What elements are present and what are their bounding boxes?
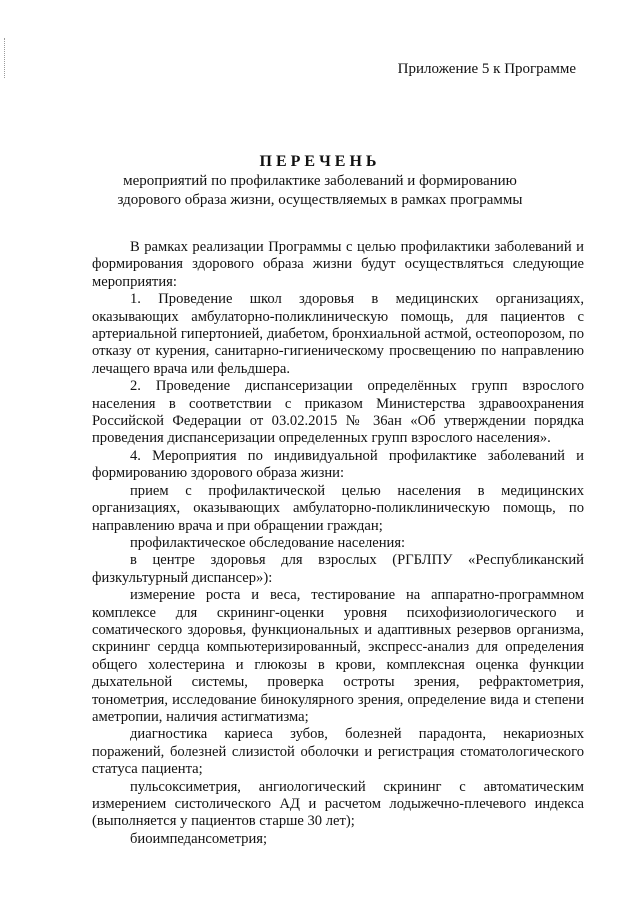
document-heading [0, 153, 640, 209]
item-2-paragraph: 2. Проведение диспансеризации определённых групп взрослого населения в соответствии с приказом Министерства здравоохранения Российской Федерации от 03.02.2015 № 36ан «Об утверждении порядка проведения диспансеризации определенных групп взрослого населения». [92, 378, 584, 447]
item-4-paragraph: 4. Мероприятия по индивидуальной профилактике заболеваний и формированию здорового образа жизни: [92, 447, 584, 482]
appendix-label: Приложение 5 к Программе [397, 61, 576, 77]
binding-margin-marks [4, 38, 9, 78]
prevention-visit-paragraph: прием с профилактической целью населения в медицинских организациях, оказывающих амбулаторно-поликлиническую помощь, по направлению врача и при обращении граждан; [92, 482, 584, 534]
health-center-paragraph: в центре здоровья для взрослых (РГБЛПУ «Республиканский физкультурный диспансер»): [92, 552, 584, 586]
intro-paragraph: В рамках реализации Программы с целью профилактики заболеваний и формирования здорового образа жизни будут осуществляться следующие мероприятия: [92, 239, 584, 290]
document-subtitle-line-1: мероприятий по профилактике заболеваний и формированию [123, 173, 517, 189]
document-subtitle-line-2: здорового образа жизни, осуществляемых в рамках программы [117, 192, 523, 208]
document-body [92, 239, 584, 848]
item-1-paragraph: 1. Проведение школ здоровья в медицинских организациях, оказывающих амбулаторно-поликлиническую помощь, для пациентов с артериальной гипертонией, диабетом, бронхиальной астмой, остеопорозом, по отказу от курения, санитарно-гигиеническому просвещению по направлению лечащего врача или фельдшера. [92, 291, 584, 377]
document-title: ПЕРЕЧЕНЬ [259, 153, 381, 170]
measurements-paragraph: измерение роста и веса, тестирование на аппаратно-программном комплексе для скрининг-оценки уровня психофизиологического и соматического здоровья, функциональных и адаптивных резервов организма, скрининг сердца компьютеризированный, экспресс-анализ для определения общего холестерина и глюкозы в крови, комплексная оценка функции дыхательной системы, проверка остроты зрения, рефрактометрия, тонометрия, исследование бинокулярного зрения, определение вида и степени аметропии, наличия астигматизма; [92, 587, 584, 725]
bioimpedance-paragraph: биоимпедансометрия; [130, 830, 268, 847]
population-screening-paragraph: профилактическое обследование населения: [130, 534, 406, 551]
pulse-oximetry-paragraph: пульсоксиметрия, ангиологический скрининг с автоматическим измерением систолического АД и расчетом лодыжечно-плечевого индекса (выполняется у пациентов старше 30 лет); [92, 778, 584, 830]
dental-diagnostics-paragraph: диагностика кариеса зубов, болезней парадонта, некариозных поражений, болезней слизистой оболочки и регистрация стоматологического статуса пациента; [92, 726, 584, 778]
